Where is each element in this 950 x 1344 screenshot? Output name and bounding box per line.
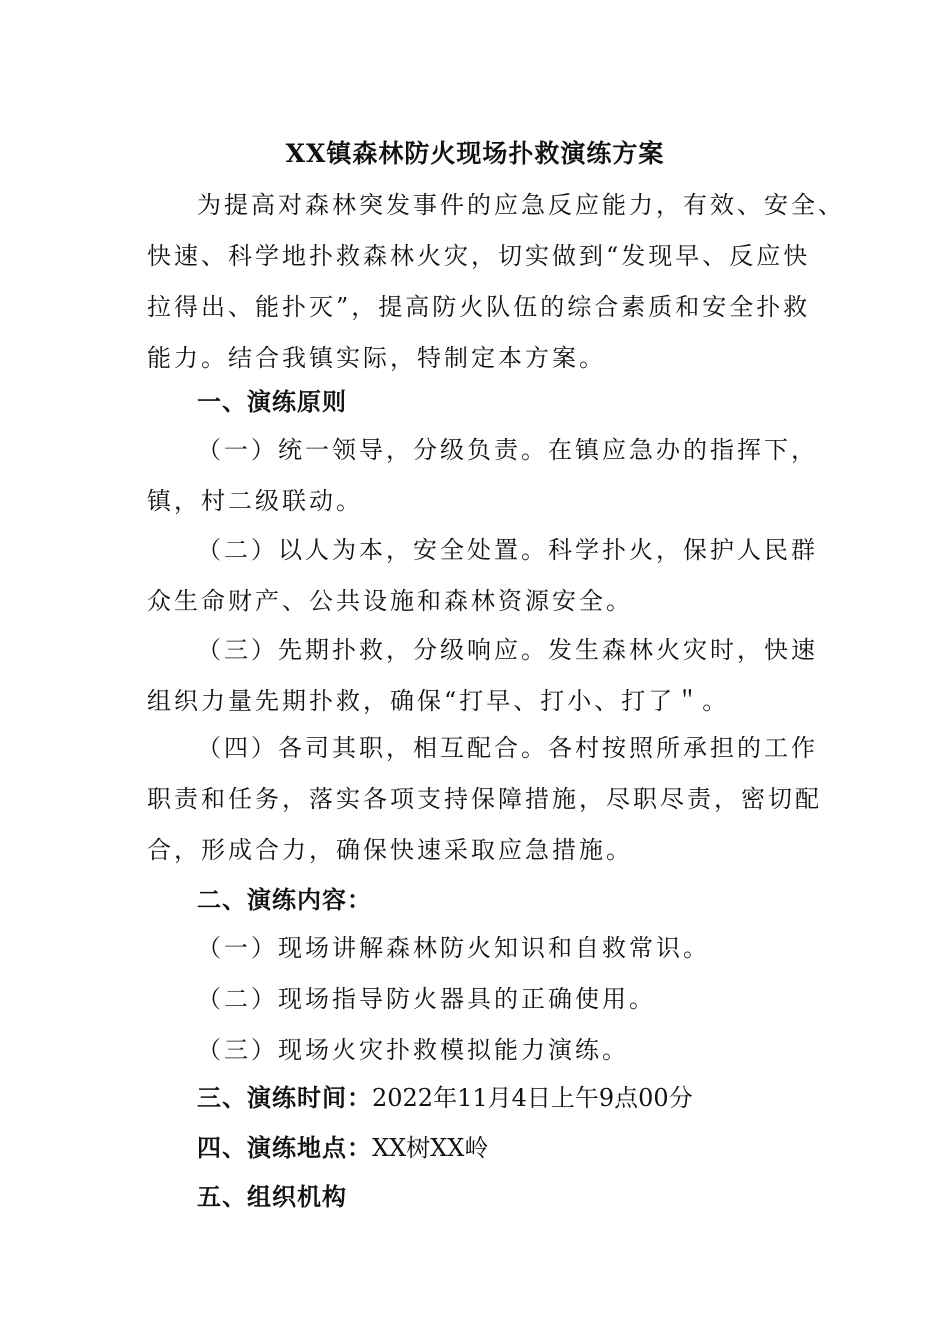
- principle-3-line-2: 组织力量先期扑救，确保“打早、打小、打了＂。: [147, 687, 730, 715]
- principle-4-line-3: 合，形成合力，确保快速采取应急措施。: [147, 836, 633, 864]
- principle-2-line-1: （二）以人为本，安全处置。科学扑火，保护人民群: [197, 536, 818, 564]
- content-item-2: （二）现场指导防火器具的正确使用。: [197, 985, 656, 1013]
- principle-4-line-1: （四）各司其职，相互配合。各村按照所承担的工作: [197, 734, 818, 762]
- principle-1-line-1: （一）统一领导，分级负责。在镇应急办的指挥下，: [197, 436, 818, 464]
- section5-heading: 五、组织机构: [197, 1182, 347, 1211]
- principle-4-paragraph: [147, 723, 822, 876]
- principle-1-line-2: 镇，村二级联动。: [147, 487, 363, 515]
- section1-heading: 一、演练原则: [197, 387, 347, 416]
- intro-paragraph: [147, 180, 845, 384]
- drill-time: 2022年11月4日上午9点00分: [372, 1084, 693, 1112]
- principle-1-paragraph: [147, 425, 817, 527]
- principle-3-paragraph: [147, 625, 817, 727]
- intro-line-4: 能力。结合我镇实际，特制定本方案。: [147, 344, 606, 372]
- document-title: XX镇森林防火现场扑救演练方案: [285, 139, 665, 168]
- section3-heading: 三、演练时间：: [197, 1083, 372, 1112]
- principle-2-line-2: 众生命财产、公共设施和森林资源安全。: [147, 587, 633, 615]
- section4-heading: 四、演练地点：: [197, 1133, 372, 1162]
- principle-3-line-1: （三）先期扑救，分级响应。发生森林火灾时，快速: [197, 636, 818, 664]
- principle-2-paragraph: [147, 525, 817, 627]
- section3-line: [197, 1072, 693, 1124]
- drill-location: XX树XX岭: [372, 1134, 489, 1162]
- principle-4-line-2: 职责和任务，落实各项支持保障措施，尽职尽责，密切配: [147, 785, 822, 813]
- content-item-1: （一）现场讲解森林防火知识和自救常识。: [197, 934, 710, 962]
- content-item-3: （三）现场火灾扑救模拟能力演练。: [197, 1036, 629, 1064]
- intro-line-2: 快速、科学地扑救森林火灾，切实做到“发现早、反应快: [147, 242, 811, 270]
- intro-line-3: 拉得出、能扑灭”，提高防火队伍的综合素质和安全扑救: [147, 293, 811, 321]
- section2-heading: 二、演练内容：: [197, 885, 372, 914]
- content-items: [147, 923, 817, 1076]
- section4-line: [197, 1122, 488, 1174]
- intro-line-1: 为提高对森林突发事件的应急反应能力，有效、安全、: [197, 191, 845, 219]
